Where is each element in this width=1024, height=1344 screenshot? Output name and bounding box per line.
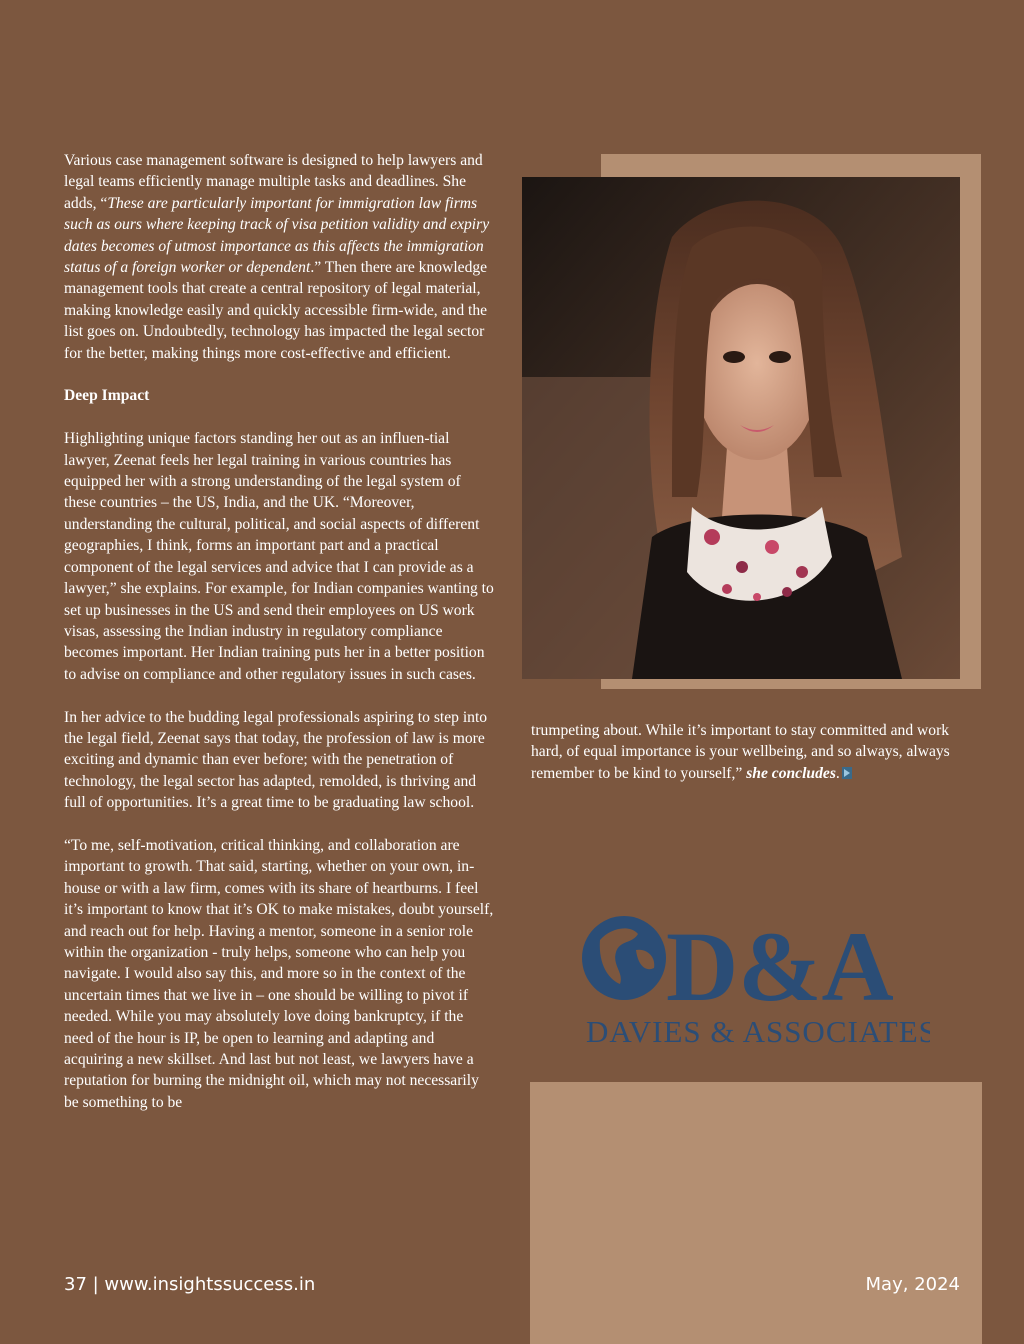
closing-attribution: she concludes: [746, 764, 836, 782]
page-footer-left: 37 | www.insightssuccess.in: [64, 1274, 316, 1295]
paragraph-4: “To me, self-motivation, critical thinking, and collaboration are important to growth. That said, starting, whether on your own, in-house or with a law firm, comes with its share of heartburns. I feel it’s important to know that it’s OK to make mistakes, doubt yourself, and reach out for help. Having a mentor, someone in a senior role within the organization - truly helps, someone who can help you navigate. I would also say this, and more so in the context of the uncertain times that we live in – one should be willing to pivot if needed. While you may absolutely love doing bankruptcy, if the need of the hour is IP, be open to learning and adapting and acquiring a new skillset. And last but not least, we lawyers have a reputation for burning the midnight oil, which may not necessarily be something to be: [64, 836, 494, 1111]
closing-text: trumpeting about. While it’s important to stay committed and work hard, of equal importance is your wellbeing, and so always, always remember to be kind to yourself,”: [531, 722, 950, 782]
article-end-icon: [842, 767, 852, 779]
right-column: [531, 720, 959, 806]
paragraph-1-text-a: Various case management software is designed to help lawyers and legal teams efficiently manage multiple tasks and deadlines. She adds, “: [64, 152, 483, 212]
paragraph-3: In her advice to the budding legal professionals aspiring to step into the legal field, Zeenat says that today, the profession of law is more exciting and dynamic than ever before; with the penetration of technology, the legal sector has adapted, remolded, is thriving and full of opportunities. It’s a great time to be graduating law school.: [64, 708, 488, 812]
closing-period: .: [835, 764, 840, 782]
paragraph-1-text-b: .” Then there are knowledge management tools that create a central repository of legal material, making knowledge easily and quickly accessible firm-wide, and the list goes on. Undoubtedly, technology has impacted the legal sector for the better, making things more cost-effective and efficient.: [64, 259, 488, 362]
davies-associates-logo: [580, 910, 930, 1050]
closing-paragraph: [531, 720, 959, 784]
page-footer-date: May, 2024: [865, 1274, 960, 1295]
logo-name: DAVIES & ASSOCIATES: [586, 1014, 930, 1049]
section-heading: Deep Impact: [64, 387, 150, 405]
paragraph-1: [64, 150, 496, 364]
decorative-block: [530, 1082, 982, 1344]
logo-mark: D&A: [666, 911, 894, 1022]
paragraph-1-quote: These are particularly important for immigration law firms such as ours where keeping track of visa petition validity and expiry dates becomes of utmost importance as this affects the immigration status of a foreign worker or dependent: [64, 194, 490, 277]
paragraph-2: Highlighting unique factors standing her out as an influen-tial lawyer, Zeenat feels her legal training in various countries has equipped her with a strong understanding of the legal system of these countries – the US, India, and the UK. “Moreover, understanding the cultural, political, and social aspects of different geographies, I think, forms an important part and a practical component of the legal services and advice that I can provide as a lawyer,” she explains. For example, for Indian companies wanting to set up businesses in the US and send their employees on US work visas, assessing the Indian industry in regulatory compliance becomes important. Her Indian training puts her in a better position to advise on compliance and other regulatory issues in such cases.: [64, 430, 494, 683]
portrait-photo: [522, 177, 960, 679]
left-column: [64, 150, 496, 1135]
